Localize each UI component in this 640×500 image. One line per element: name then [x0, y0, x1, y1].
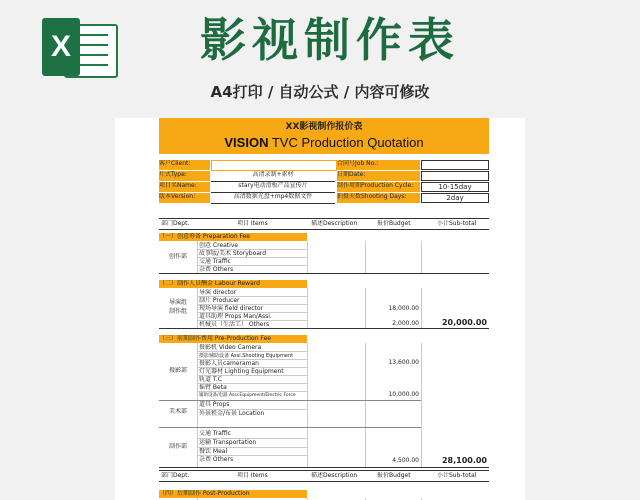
budget-value: 4,500.00 — [392, 457, 419, 464]
item: 外景租金/布景 Location — [199, 410, 265, 417]
item: 餐饮 Meal — [199, 448, 228, 455]
client-value[interactable] — [211, 160, 337, 171]
job-no-label: 合同号Job No.: — [337, 160, 420, 170]
item: 灯光器材 Lighting Equipment — [199, 368, 284, 375]
page-subtitle: A4打印 / 自动公式 / 内容可修改 — [210, 83, 430, 101]
dept-art: 美术部 — [169, 408, 188, 415]
budget-value: 10,000.00 — [388, 391, 419, 398]
type-label: 片式Type: — [159, 171, 210, 181]
header-description: 描述Description — [311, 472, 358, 479]
excel-line — [76, 34, 108, 36]
dept-director: 导演组 制作组 — [169, 299, 188, 315]
section-preproduction — [159, 343, 489, 468]
excel-line — [76, 64, 108, 66]
dept-production: 制作部 — [169, 443, 188, 450]
sheet-title-en: VISION TVC Production Quotation — [224, 135, 424, 150]
section-labour — [159, 288, 489, 329]
sheet-title-block — [159, 118, 489, 154]
type-value[interactable]: 高清录制+素材 — [211, 171, 335, 182]
item: 交通 Traffic — [199, 430, 231, 437]
section-preparation-title: （一）创意筹备 Preparation Fee — [159, 233, 307, 241]
subtotal-value: 28,100.00 — [441, 456, 487, 465]
excel-x-letter: X — [42, 18, 80, 76]
item: 杂费 Others — [199, 456, 234, 463]
item: 创意 Creative — [199, 242, 239, 249]
name-value[interactable]: stary电动滑板产品宣传片 — [211, 182, 335, 193]
client-label: 客户Client: — [159, 160, 210, 170]
dept-creative: 创作部 — [169, 253, 188, 260]
budget-value: 2,000.00 — [392, 320, 419, 327]
shooting-days-value[interactable]: 2day — [421, 193, 489, 203]
budget-value: 13,600.00 — [388, 359, 419, 366]
excel-line — [76, 44, 108, 46]
sheet-title-cn: XX影视制作报价表 — [285, 122, 363, 132]
info-table — [159, 160, 489, 204]
item: 摇臂 Beta — [199, 384, 227, 391]
item: 机械员（生活工） Others — [199, 321, 270, 328]
header-items: 项目 Items — [237, 472, 268, 479]
name-label: 项目名Name: — [159, 182, 210, 192]
item: 运输 Transportation — [199, 439, 257, 446]
section-preparation — [159, 241, 489, 274]
excel-line — [76, 54, 108, 56]
item: 摄影辅助设备 Assi.Shooting Equipment — [199, 353, 294, 359]
page-title: 影视制作表 — [200, 13, 460, 67]
item: 辅助设备/电器 Assi.Equipment/Electric Force — [199, 393, 296, 398]
item: 故事版/美术 Storyboard — [199, 250, 267, 257]
header-dept: 部门Dept. — [161, 220, 190, 227]
date-label: 日期Date: — [337, 171, 420, 181]
date-value[interactable] — [421, 171, 489, 181]
item: 交通 Traffic — [199, 258, 231, 265]
header-budget: 报价Budget — [377, 472, 411, 479]
header-items: 项目 Items — [237, 220, 268, 227]
header-description: 描述Description — [311, 220, 358, 227]
section-postproduction-title: （四）后期制作 Post-Production — [159, 490, 307, 498]
quotation-sheet — [115, 118, 525, 500]
shooting-days-label: 拍摄天数Shooting Days: — [337, 193, 420, 203]
budget-value: 18,000.00 — [388, 305, 419, 312]
banner — [0, 0, 640, 112]
excel-icon — [42, 18, 116, 78]
section-labour-title: （二）制作人员酬金 Labour Reward — [159, 280, 307, 288]
column-header-row — [159, 218, 489, 230]
header-dept: 部门Dept. — [161, 472, 190, 479]
dept-camera: 摄影部 — [169, 367, 188, 374]
column-header-row-repeat — [159, 470, 489, 482]
item: 轨道 T.C — [199, 376, 222, 383]
job-no-value[interactable] — [421, 160, 489, 170]
section-preproduction-title: （三）前期制作费用 Pre-Production Fee — [159, 335, 307, 343]
item: 制片 Producer — [199, 297, 240, 304]
item: 导演 director — [199, 289, 237, 296]
version-value[interactable]: 高清数据光盘+mp4数据文件 — [211, 193, 335, 204]
item: 道具 Props — [199, 401, 230, 408]
item: 摄影机 Video Camera — [199, 344, 262, 351]
version-label: 版本Version: — [159, 193, 210, 203]
header-subtotal: 小计Sub-total — [437, 220, 477, 227]
header-budget: 报价Budget — [377, 220, 411, 227]
subtotal-value: 20,000.00 — [441, 318, 487, 327]
header-subtotal: 小计Sub-total — [437, 472, 477, 479]
item: 道具助理 Props Man/Assi. — [199, 313, 272, 320]
item: 杂费 Others — [199, 266, 234, 273]
item: 现场导演 field director — [199, 305, 264, 312]
item: 摄影人员cameraman — [199, 360, 259, 367]
cycle-value[interactable]: 10-15day — [421, 182, 489, 192]
cycle-label: 制作周期Production Cycle: — [337, 182, 420, 192]
